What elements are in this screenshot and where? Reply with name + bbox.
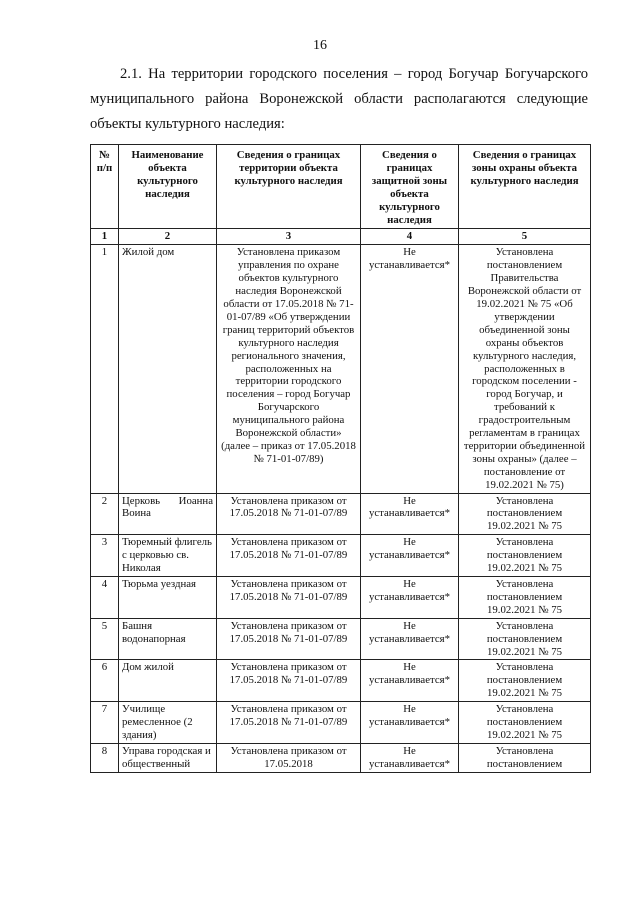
protective-zone: Не устанавливается* [361, 245, 459, 493]
object-name: Церковь Иоанна Воина [119, 493, 217, 535]
row-number: 6 [91, 660, 119, 702]
territory-bounds: Установлена приказом от 17.05.2018 [217, 743, 361, 772]
object-name: Тюремный флигель с церковью св. Николая [119, 535, 217, 577]
protective-zone: Не устанавливается* [361, 702, 459, 744]
table-row [91, 618, 591, 660]
column-number: 4 [361, 229, 459, 245]
header-protective-zone: Сведения о границах защитной зоны объекта культурного наследия [361, 145, 459, 229]
column-number-row [91, 229, 591, 245]
row-number: 7 [91, 702, 119, 744]
header-territory: Сведения о границах территории объекта культурного наследия [217, 145, 361, 229]
object-name: Тюрьма уездная [119, 577, 217, 619]
protection-zone: Установлена постановлением 19.02.2021 № 75 [459, 618, 591, 660]
protective-zone: Не устанавливается* [361, 618, 459, 660]
territory-bounds: Установлена приказом от 17.05.2018 № 71-01-07/89 [217, 535, 361, 577]
protective-zone: Не устанавливается* [361, 660, 459, 702]
protective-zone: Не устанавливается* [361, 577, 459, 619]
row-number: 8 [91, 743, 119, 772]
territory-bounds: Установлена приказом от 17.05.2018 № 71-01-07/89 [217, 660, 361, 702]
row-number: 1 [91, 245, 119, 493]
header-name: Наименование объекта культурного наследия [119, 145, 217, 229]
protection-zone: Установлена постановлением 19.02.2021 № 75 [459, 577, 591, 619]
heritage-objects-table [90, 144, 591, 773]
page-number: 16 [313, 38, 327, 53]
column-number: 5 [459, 229, 591, 245]
row-number: 3 [91, 535, 119, 577]
header-num: № п/п [91, 145, 119, 229]
object-name: Жилой дом [119, 245, 217, 493]
object-name: Училище ремесленное (2 здания) [119, 702, 217, 744]
protection-zone: Установлена постановлением Правительства Воронежской области от 19.02.2021 № 75 «Об утверждении объединенной зоны охраны объектов культурного наследия, расположенных в городском поселении - город Богучар, и требований к градостроительным регламентам в границах территории объединенной зоны охраны» (далее – постановление от 19.02.2021 № 75) [459, 245, 591, 493]
column-number: 1 [91, 229, 119, 245]
territory-bounds: Установлена приказом от 17.05.2018 № 71-01-07/89 [217, 493, 361, 535]
protection-zone: Установлена постановлением 19.02.2021 № 75 [459, 702, 591, 744]
protection-zone: Установлена постановлением [459, 743, 591, 772]
table-header-row [91, 145, 591, 229]
row-number: 2 [91, 493, 119, 535]
row-number: 5 [91, 618, 119, 660]
table-row [91, 577, 591, 619]
protective-zone: Не устанавливается* [361, 493, 459, 535]
protection-zone: Установлена постановлением 19.02.2021 № 75 [459, 493, 591, 535]
object-name: Дом жилой [119, 660, 217, 702]
table-row [91, 245, 591, 493]
column-number: 2 [119, 229, 217, 245]
table-row [91, 743, 591, 772]
table-row [91, 702, 591, 744]
intro-paragraph [90, 62, 588, 137]
territory-bounds: Установлена приказом от 17.05.2018 № 71-01-07/89 [217, 618, 361, 660]
territory-bounds: Установлена приказом управления по охране объектов культурного наследия Воронежской области от 17.05.2018 № 71-01-07/89 «Об утверждении границ территорий объектов культурного наследия регионального значения, расположенных на территории городского поселения – город Богучар Богучарского муниципального района Воронежской области» (далее – приказ от 17.05.2018 № 71-01-07/89) [217, 245, 361, 493]
protective-zone: Не устанавливается* [361, 743, 459, 772]
protection-zone: Установлена постановлением 19.02.2021 № 75 [459, 535, 591, 577]
header-protection-zone: Сведения о границах зоны охраны объекта культурного наследия [459, 145, 591, 229]
column-number: 3 [217, 229, 361, 245]
table-row [91, 660, 591, 702]
table-row [91, 493, 591, 535]
object-name: Башня водонапорная [119, 618, 217, 660]
protective-zone: Не устанавливается* [361, 535, 459, 577]
row-number: 4 [91, 577, 119, 619]
table-row [91, 535, 591, 577]
protection-zone: Установлена постановлением 19.02.2021 № 75 [459, 660, 591, 702]
intro-text: 2.1. На территории городского поселения – город Богучар Богучарского муниципального района Воронежской области располагаются следующие объекты культурного наследия: [90, 66, 588, 132]
territory-bounds: Установлена приказом от 17.05.2018 № 71-01-07/89 [217, 577, 361, 619]
territory-bounds: Установлена приказом от 17.05.2018 № 71-01-07/89 [217, 702, 361, 744]
object-name: Управа городская и общественный [119, 743, 217, 772]
